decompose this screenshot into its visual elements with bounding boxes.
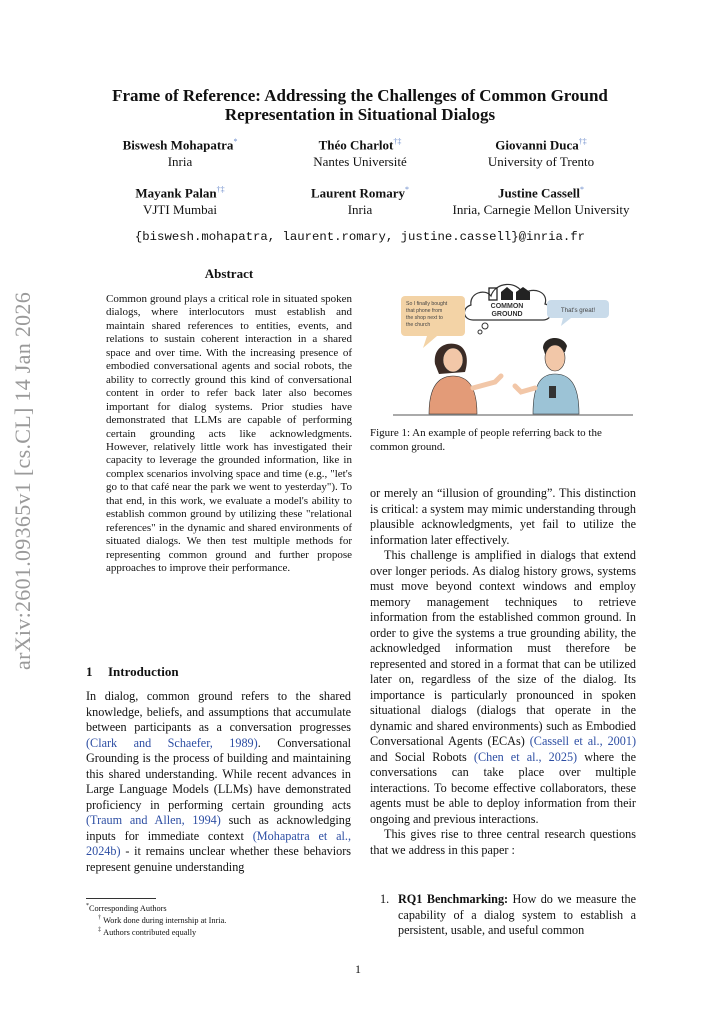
author-emails: {biswesh.mohapatra, laurent.romary, justine.cassell}@inria.fr — [134, 230, 586, 244]
common-ground-cloud-icon — [464, 284, 551, 334]
figure-caption: Figure 1: An example of people referring back to the common ground. — [370, 427, 602, 453]
speech-bubble-right — [547, 300, 609, 326]
phone-in-hand-icon — [549, 386, 556, 398]
bubble-right-text: That's great! — [560, 307, 596, 314]
speech-bubble-left — [401, 296, 465, 348]
author-mark: †‡ — [578, 137, 587, 146]
citation-link[interactable]: (Chen et al., 2025) — [473, 749, 578, 764]
author-name: Mayank Palan — [135, 185, 217, 201]
author-mark: * — [233, 137, 238, 146]
author-affiliation: Inria, Carnegie Mellon University — [452, 202, 630, 218]
footnote: *Corresponding Authors — [86, 903, 167, 913]
citation-link[interactable]: (Clark and Schaefer, 1989) — [86, 735, 258, 750]
author-affiliation: University of Trento — [487, 154, 595, 170]
author-mark: * — [579, 185, 584, 194]
footnote-rule — [86, 898, 156, 899]
paper-title: Frame of Reference: Addressing the Challenges of Common Ground Representation in Situational Dialogs — [112, 86, 608, 124]
abstract-heading: Abstract — [204, 266, 254, 281]
figure-illustration — [393, 268, 633, 418]
author-name: Justine Cassell — [498, 185, 580, 201]
bubble-left-text: So I finally bought that phone from the shop next to the church — [406, 301, 448, 328]
author-mark: †‡ — [216, 185, 225, 194]
footnote: ‡ Authors contributed equally — [98, 927, 197, 937]
cloud-label-line1: COMMON — [490, 303, 524, 310]
woman-figure — [429, 344, 501, 414]
author-name: Biswesh Mohapatra — [122, 137, 234, 153]
intro-right-column: or merely an “illusion of grounding”. This distinction is critical: a system may mimic understanding through plausible acknowledgments, yet fail to utilize the information later effectively. This challenge is amplified in dialogs that extend over longer periods. As dialog history grows, systems must move beyond context windows and employ memory management techniques to retrieve information from the established common ground. In order to give the systems a true grounding ability, the acknowledged information must therefore be represented and stored in a format that can be utilized later on, regardless of the size of the dialog. Its importance is particularly pronounced in spoken situational dialogs (dialogs that operate in the dynamic and shared environments) such as Embodied Conversational Agents (ECAs) (Cassell et al., 2001) and Social Robots (Chen et al., 2025) where the conversations can take place over multiple interactions. To become effective collaborators, these agents must be able to deploy information from their ongoing and previous interactions. This gives rise to three central research questions that we address in this paper : — [370, 486, 636, 857]
author-name: Giovanni Duca — [495, 137, 579, 153]
citation-link[interactable]: (Cassell et al., 2001) — [529, 734, 636, 748]
intro-left-column: In dialog, common ground refers to the shared knowledge, beliefs, and assumptions that accumulate between participants as a conversation progresses (Clark and Schaefer, 1989). Conversational Grounding is the process of building and maintaining this shared understanding. While recent advances in Large Language Models (LLMs) have demonstrated proficiency in performing certain grounding acts (Traum and Allen, 1994) such as acknowledging inputs for immediate context (Mohapatra et al., 2024b) - it remains unclear whether these behaviors represent genuine understanding — [86, 689, 351, 874]
man-figure — [515, 338, 579, 414]
author-affiliation: Inria — [347, 202, 373, 218]
author-name: Laurent Romary — [310, 185, 405, 201]
cloud-label-line2: GROUND — [491, 311, 523, 318]
author-affiliation: VJTI Mumbai — [142, 202, 218, 218]
section-heading: 1 Introduction — [86, 664, 179, 679]
author-mark: †‡ — [393, 137, 402, 146]
author-affiliation: Nantes Université — [313, 154, 407, 170]
author-name: Théo Charlot — [318, 137, 394, 153]
footnote: † Work done during internship at Inria. — [98, 915, 227, 925]
citation-link[interactable]: (Traum and Allen, 1994) — [86, 813, 221, 827]
page-number: 1 — [355, 962, 361, 976]
author-affiliation: Inria — [167, 154, 193, 170]
abstract-text: Common ground plays a critical role in situated spoken dialogs, where interlocutors must establish and maintain shared references to entities, events, and relations to sustain coherent interaction in a shared space and over time. With the increasing presence of embodied conversational agents and social robots, the ability to correctly ground this kind of conversational content in order to refer back later also becomes important for dialog systems. Prior studies have demonstrated that LLMs are capable of performing certain grounding acts like acknowledgments. However, relatively little work has investigated their capacity to leverage the grounded information, like in complex scenarios involving space and time (e.g., "let's go to that café near the park we went to yesterday"). To that end, in this work, we evaluate a model's ability to establish common ground by utilizing these "relational references" in the dynamic and shared environments of situated dialogs. We then test multiple methods for representing common ground and further propose approaches to improve their performance. — [106, 293, 352, 575]
citation-link[interactable]: (Mohapatra et al., 2024b) — [86, 828, 351, 858]
author-block — [416, 181, 666, 218]
author-block — [431, 133, 651, 170]
research-question-1: 1. RQ1 Benchmarking: How do we measure the capability of a dialog system to establish a persistent, usable, and useful common — [380, 892, 636, 937]
author-mark: * — [405, 185, 409, 194]
